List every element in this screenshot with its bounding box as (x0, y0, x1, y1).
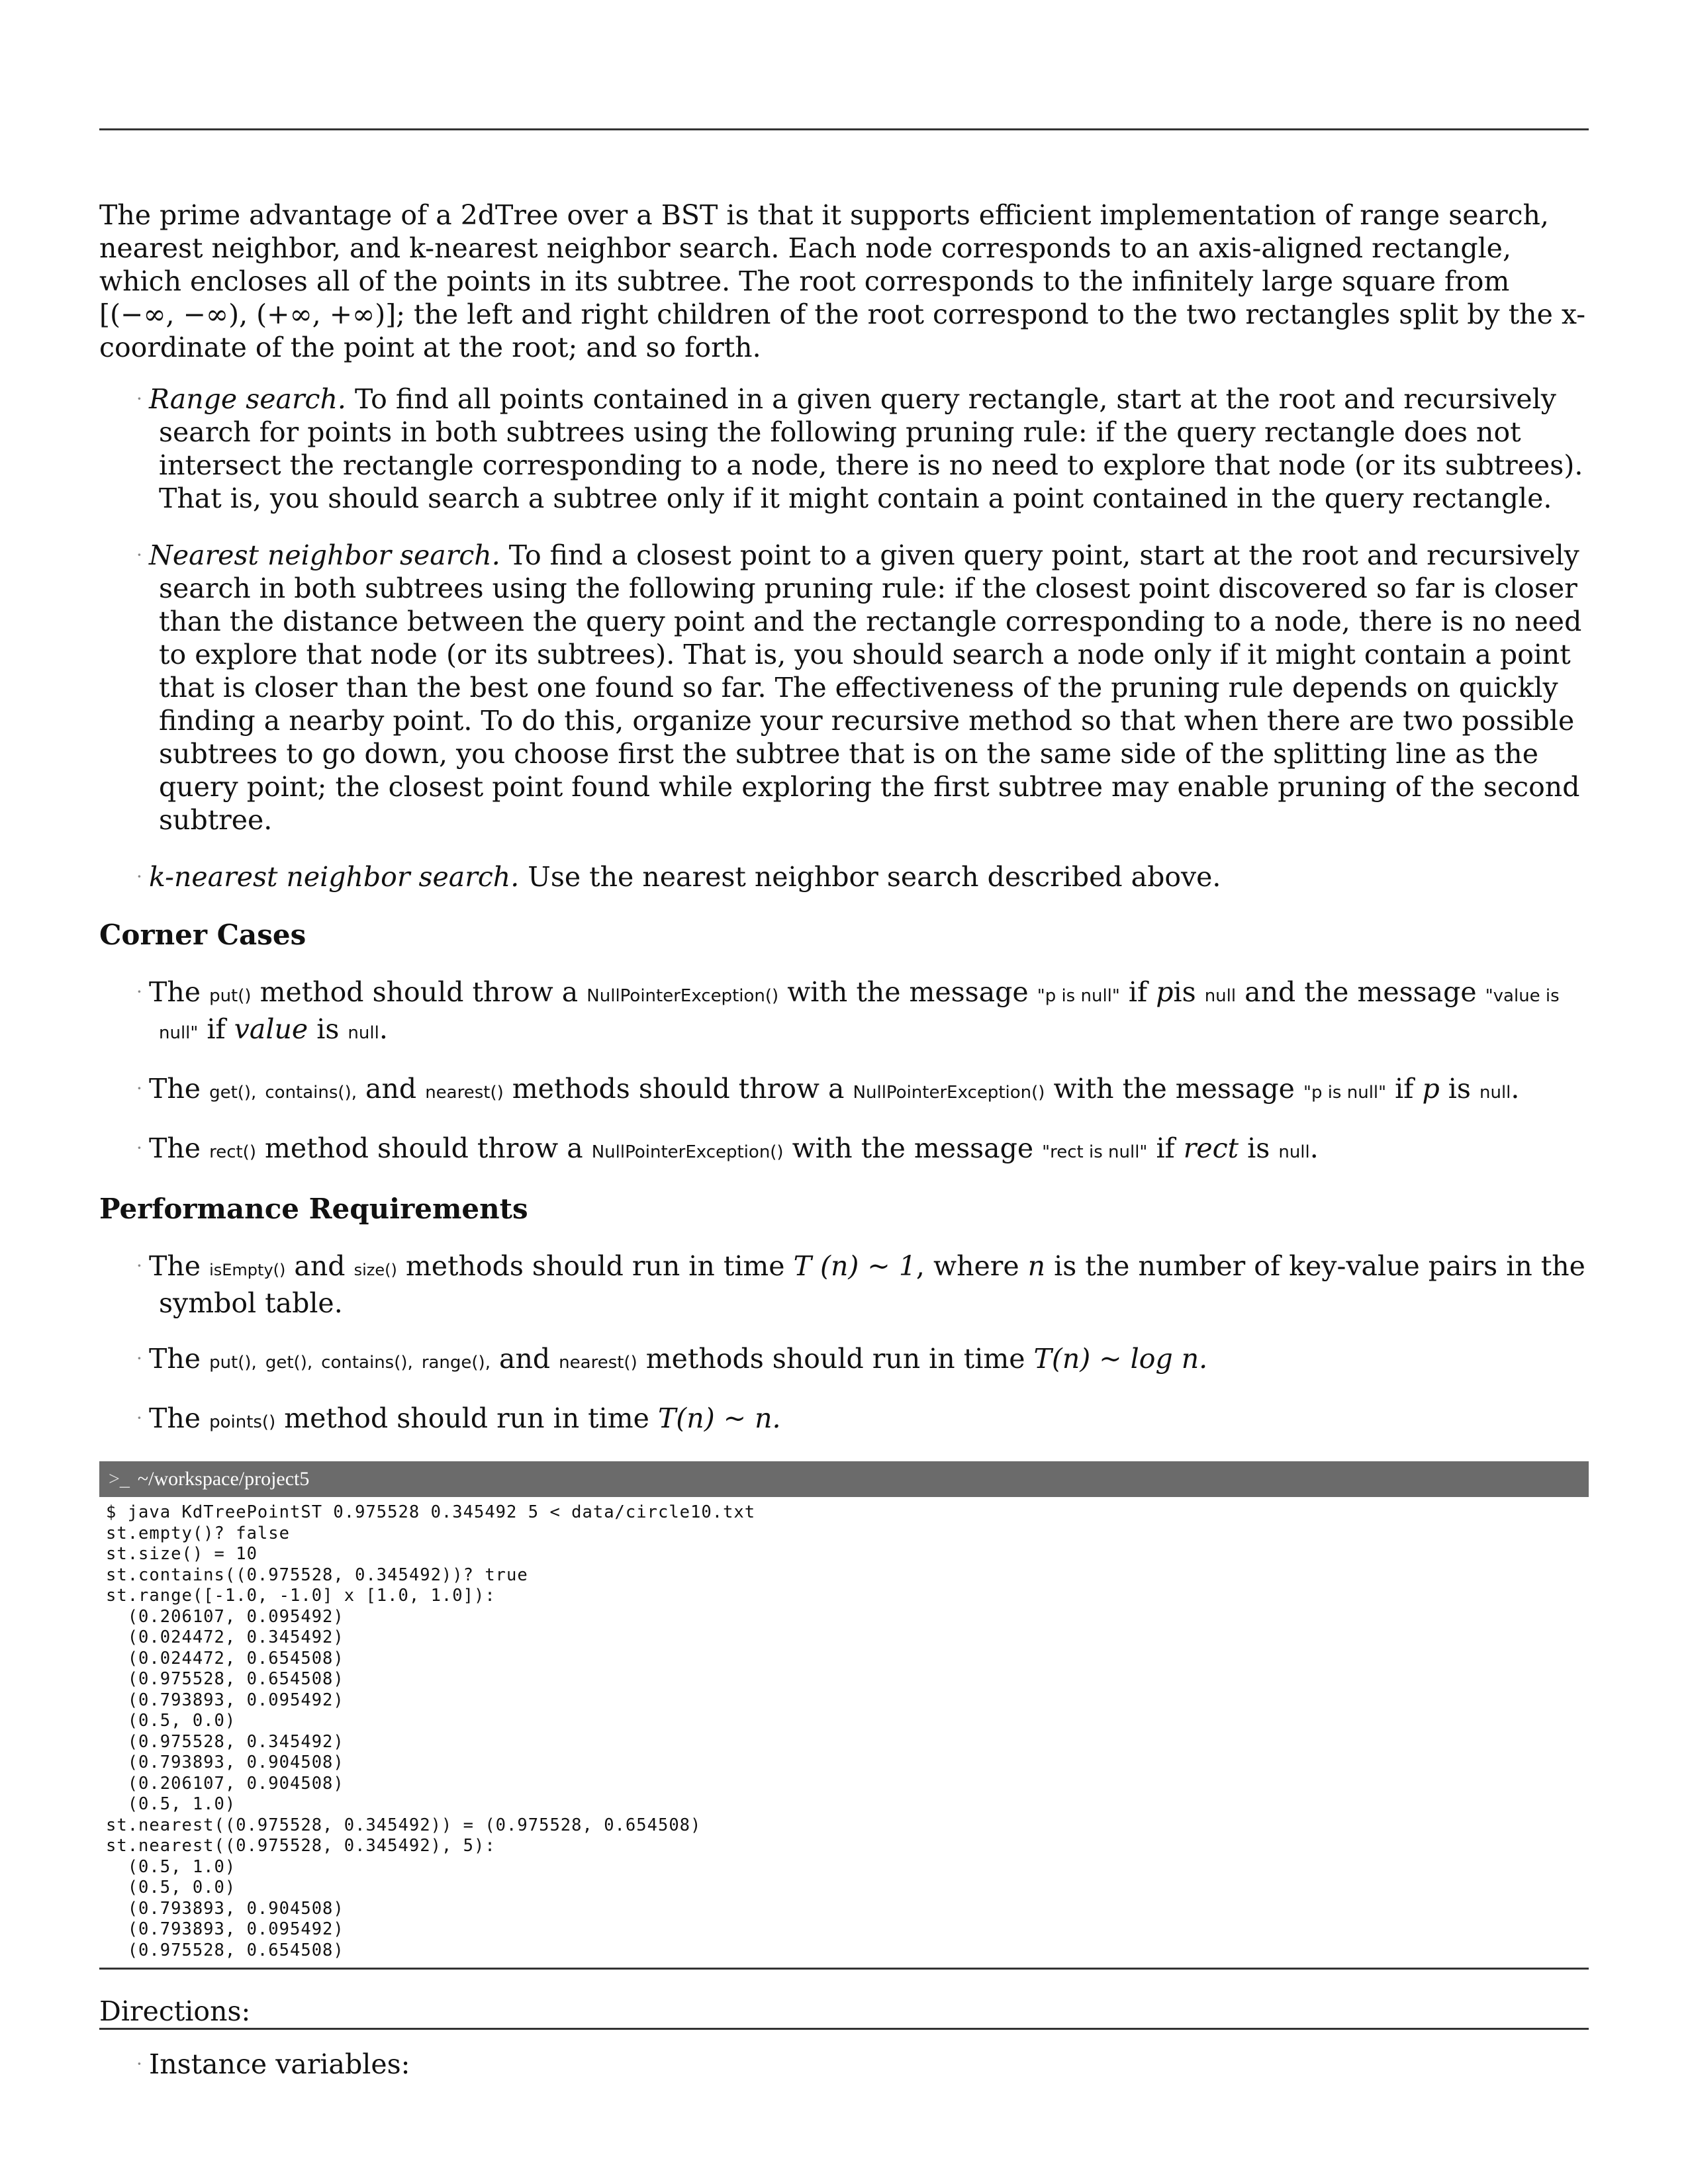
list-item: · Instance variables: (99, 2048, 1589, 2081)
document-body (99, 199, 1589, 2105)
list-item (99, 539, 1589, 837)
terminal-output: $ java KdTreePointST 0.975528 0.345492 5 < data/circle10.txt st.empty()? false st.size() = 10 st.contains((0.975528, 0.345492))? true st.range([-1.0, -1.0] x [1.0, 1.0]): (0.206107, 0.095492) (0.024472, 0.345492) (0.024472, 0.654508) (0.975528, 0.654508) (0.793893, 0.095492) (0.5, 0.0) (0.975528, 0.345492) (0.793893, 0.904508) (0.206107, 0.904508) (0.5, 1.0) st.nearest((0.975528, 0.345492)) = (0.975528, 0.654508) st.nearest((0.975528, 0.345492), 5): (0.5, 1.0) (0.5, 0.0) (0.793893, 0.904508) (0.793893, 0.095492) (0.975528, 0.654508) (99, 1497, 1589, 1970)
item-title: k-nearest neighbor search. (149, 861, 520, 893)
directions-heading: Directions: (99, 1995, 251, 2027)
list-item: · The put() method should throw a NullPointerException() with the message "p is null" if pis null and the message "value is null" if value is null. (99, 976, 1589, 1050)
list-item: · The rect() method should throw a NullPointerException() with the message "rect is null" if rect is null. (99, 1132, 1589, 1169)
terminal-title-bar (99, 1461, 1589, 1497)
list-item (99, 860, 1589, 893)
item-title: Range search. (149, 383, 346, 415)
bottom-rule (99, 2028, 1589, 2030)
search-list (99, 383, 1589, 893)
list-item: · The points() method should run in time T(n) ~ n. (99, 1402, 1589, 1439)
item-text: To find a closest point to a given query point, start at the root and recursively search in both subtrees using the following pruning rule: if the closest point discovered so far is closer than the distance between the query point and the rectangle corresponding to a node, there is no need to explore that node (or its subtrees). That is, you should search a node only if it might contain a point that is closer than the best one found so far. The effectiveness of the pruning rule depends on quickly finding a nearby point. To do this, organize your recursive method so that when there are two possible subtrees to go down, you choose first the subtree that is on the same side of the splitting line as the query point; the closest point found while exploring the first subtree may enable pruning of the second subtree. (159, 539, 1582, 836)
list-item: · The isEmpty() and size() methods should run in time T (n) ~ 1, where n is the number of key-value pairs in the symbol table. (99, 1250, 1589, 1320)
terminal-path: ~/workspace/project5 (137, 1468, 310, 1490)
terminal-prompt-icon: >_ (109, 1468, 130, 1490)
corner-cases-heading: Corner Cases (99, 919, 306, 951)
intro-paragraph: The prime advantage of a 2dTree over a BST is that it supports efficient implementation of range search, nearest neighbor, and k-nearest neighbor search. Each node corresponds to an axis-aligned rectangle, which encloses all of the points in its subtree. The root corresponds to the infinitely large square from [(−∞, −∞), (+∞, +∞)]; the left and right children of the root correspond to the two rectangles split by the x-coordinate of the point at the root; and so forth. (99, 199, 1586, 363)
item-text: Use the nearest neighbor search described above. (519, 861, 1221, 893)
item-text: To find all points contained in a given query rectangle, start at the root and recursively search for points in both subtrees using the following pruning rule: if the query rectangle does not intersect the rectangle corresponding to a node, there is no need to explore that node (or its subtrees). That is, you should search a subtree only if it might contain a point contained in the query rectangle. (159, 383, 1583, 514)
list-item: · The put(), get(), contains(), range(), and nearest() methods should run in time T(n) ~ log n. (99, 1342, 1589, 1379)
performance-list (99, 1250, 1589, 1439)
terminal-window (99, 1461, 1589, 1970)
list-item: · The get(), contains(), and nearest() methods should throw a NullPointerException() with the message "p is null" if p is null. (99, 1072, 1589, 1109)
corner-cases-list (99, 976, 1589, 1169)
directions-list (99, 2048, 1589, 2081)
item-title: Nearest neighbor search. (149, 539, 500, 571)
performance-heading: Performance Requirements (99, 1193, 528, 1225)
list-item (99, 383, 1589, 515)
top-rule (99, 128, 1589, 130)
